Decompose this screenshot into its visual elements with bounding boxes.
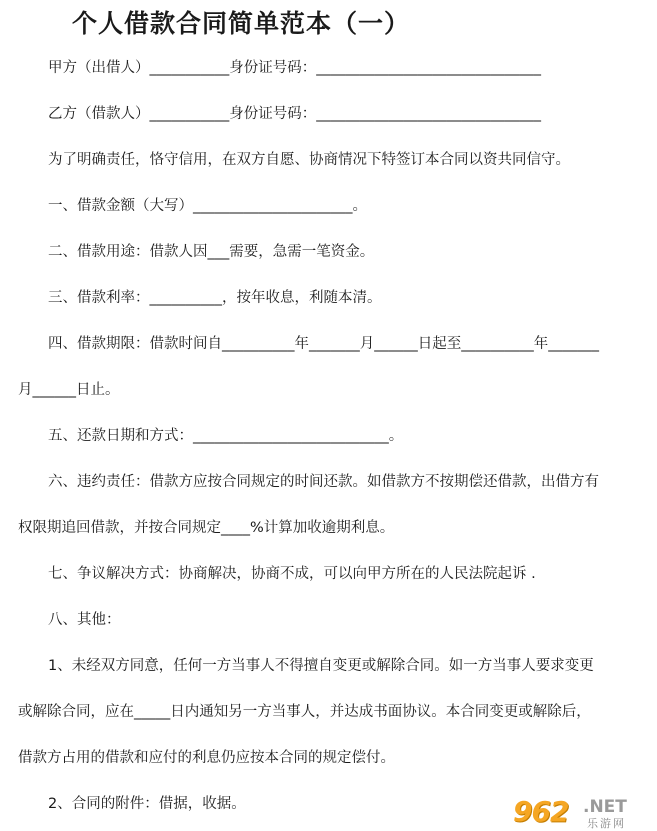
loan-amount-line: 一、借款金额（大写）______________________。 xyxy=(48,198,367,214)
document-title: 个人借款合同简单范本（一） xyxy=(72,9,411,38)
watermark-domain: .NET xyxy=(583,797,627,817)
dispute-line: 七、争议解决方式：协商解决，协商不成，可以向甲方所在的人民法院起诉 . xyxy=(48,566,536,582)
breach-line-cont: 权限期追回借款，并按合同规定____%计算加收逾期利息。 xyxy=(18,520,395,536)
loan-term-line-cont: 月______日止。 xyxy=(18,382,120,398)
other-item1-line: 1、未经双方同意，任何一方当事人不得擅自变更或解除合同。如一方当事人要求变更 xyxy=(48,658,594,674)
other-item2-line: 2、合同的附件：借据，收据。 xyxy=(48,796,246,812)
loan-purpose-line: 二、借款用途：借款人因___需要，急需一笔资金。 xyxy=(48,244,375,260)
breach-line: 六、违约责任：借款方应按合同规定的时间还款。如借款方不按期偿还借款，出借方有 xyxy=(48,474,599,490)
watermark-site-name: 乐游网 xyxy=(587,817,626,830)
loan-term-line: 四、借款期限：借款时间自__________年_______月______日起至__________年_______ xyxy=(48,336,599,352)
interest-rate-line: 三、借款利率：__________，按年收息，利随本清。 xyxy=(48,290,382,306)
watermark-number: 962 xyxy=(513,795,569,828)
preamble-line: 为了明确责任，恪守信用，在双方自愿、协商情况下特签订本合同以资共同信守。 xyxy=(48,152,570,168)
party-b-line: 乙方（借款人）___________身份证号码：_______________________________ xyxy=(48,106,541,122)
site-watermark-logo xyxy=(513,795,653,830)
party-a-line: 甲方（出借人）___________身份证号码：_______________________________ xyxy=(48,60,541,76)
repayment-line: 五、还款日期和方式：___________________________。 xyxy=(48,428,404,444)
other-item1-cont: 或解除合同，应在_____日内通知另一方当事人，并达成书面协议。本合同变更或解除后， xyxy=(18,704,591,720)
other-item1-cont2: 借款方占用的借款和应付的利息仍应按本合同的规定偿付。 xyxy=(18,750,395,766)
other-heading-line: 八、其他： xyxy=(48,612,121,628)
